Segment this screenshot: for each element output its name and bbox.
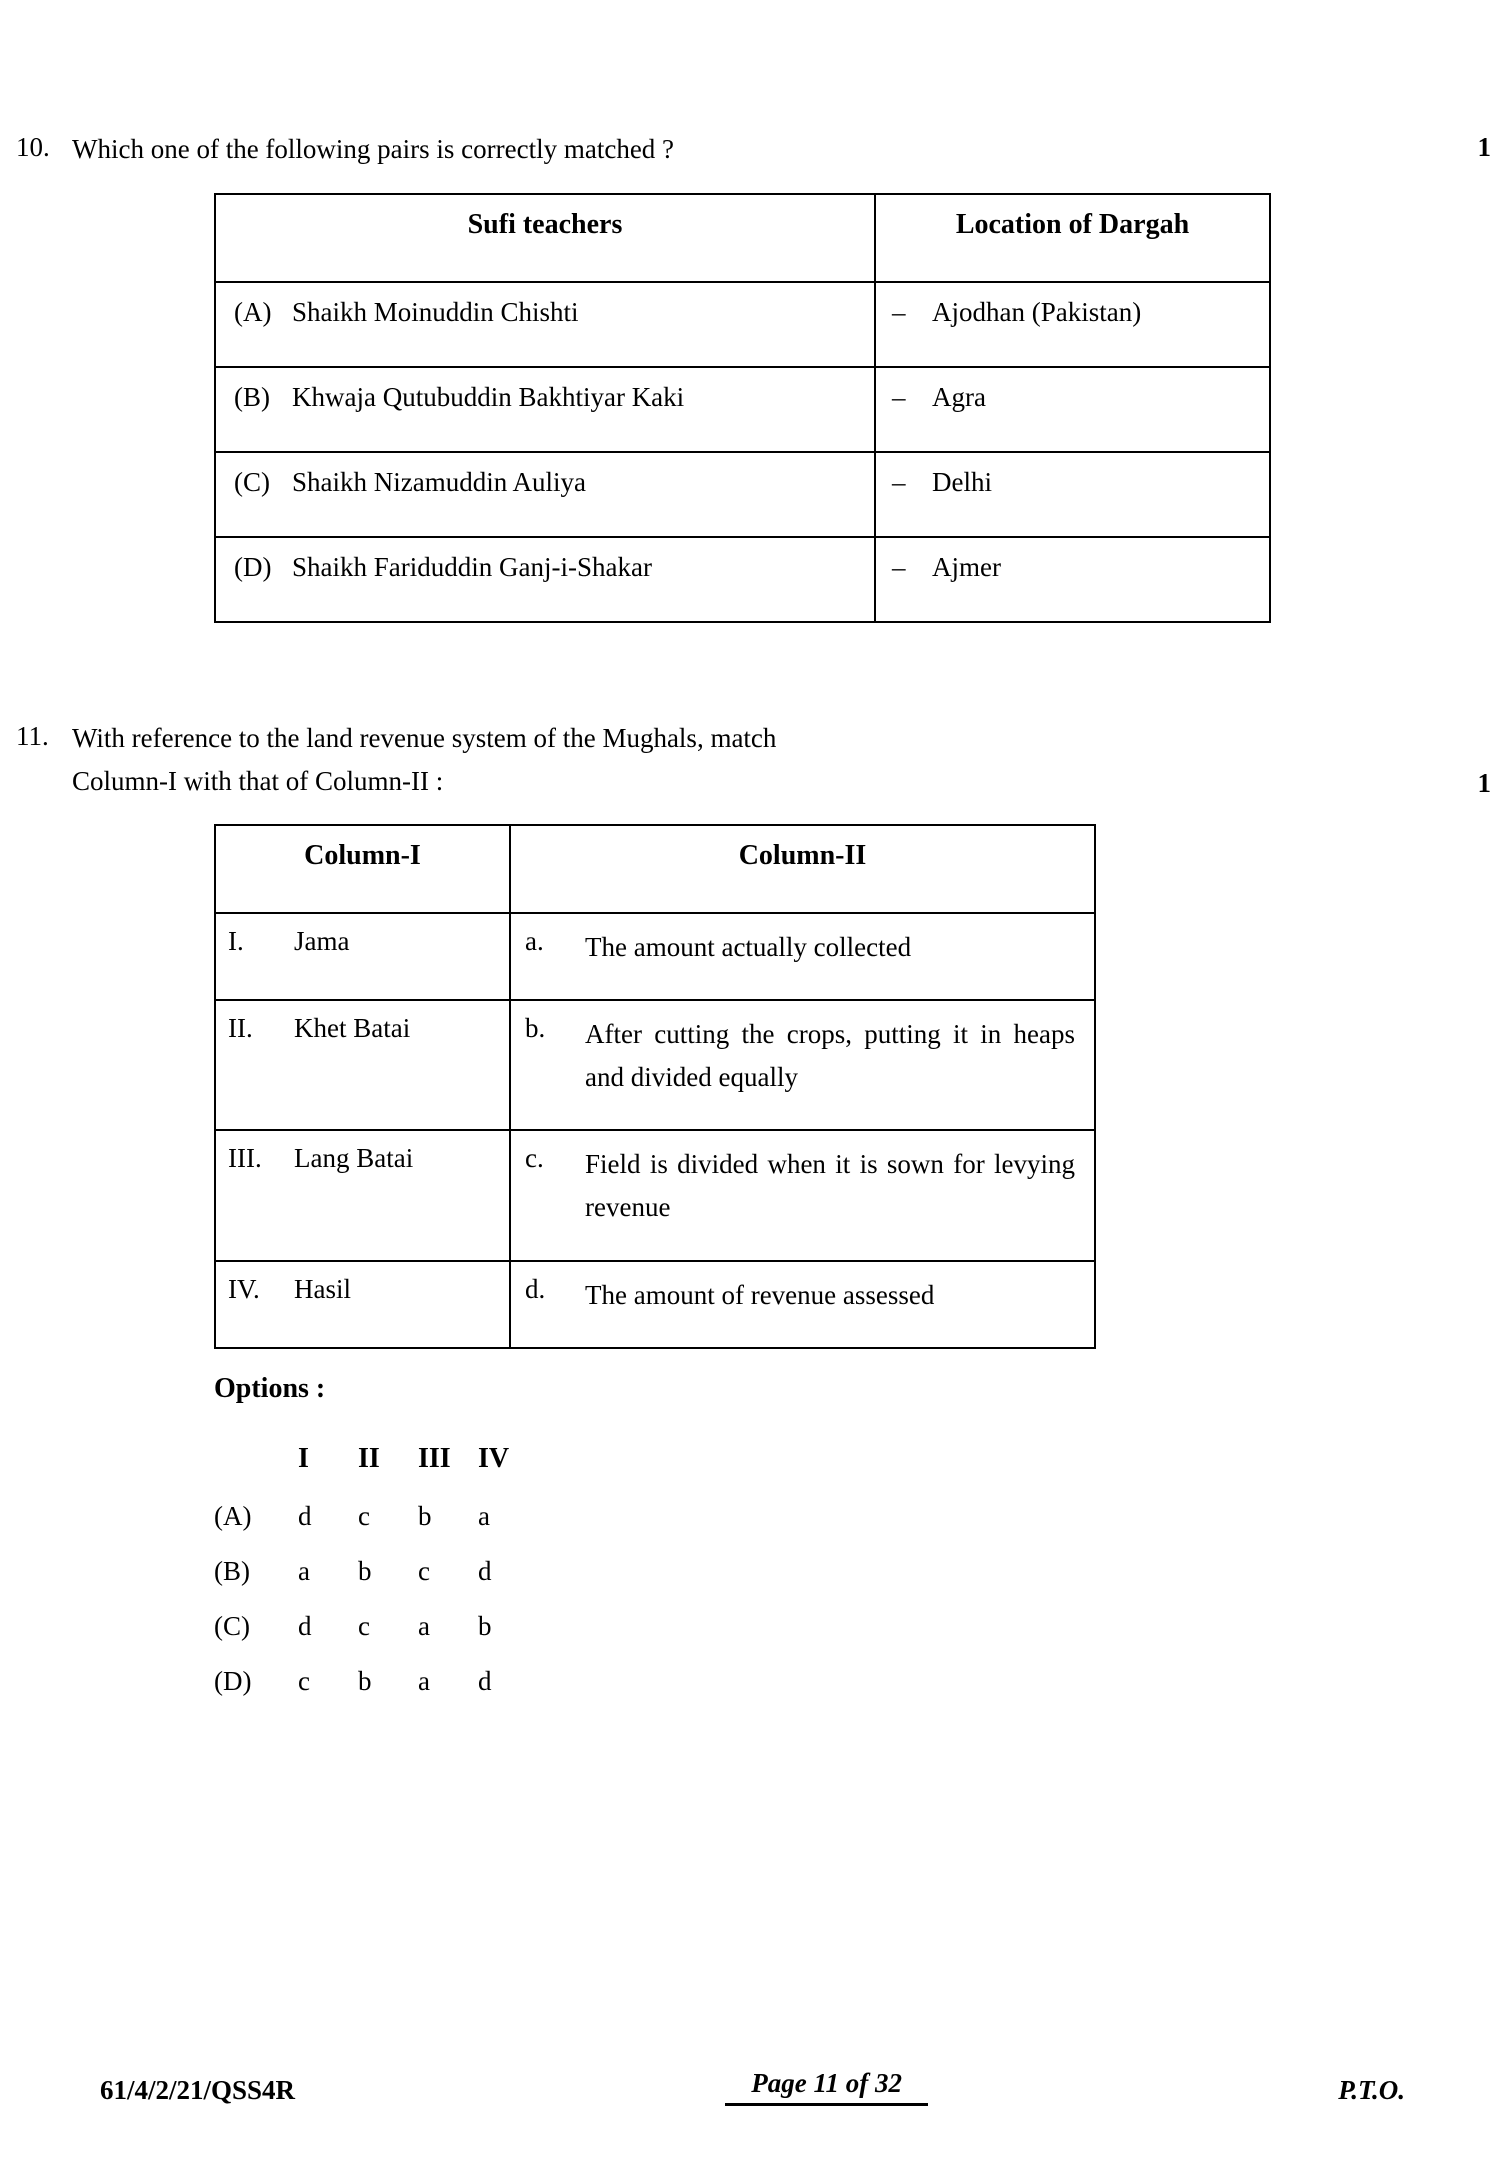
option-d-value-i: c [298, 1665, 310, 1696]
option-c-value-iii: a [418, 1610, 430, 1641]
description-a: The amount actually collected [585, 931, 912, 962]
option-c-value-i: d [298, 1610, 312, 1641]
exam-page [0, 128, 1505, 2162]
column-header-location-of-dargah: Location of Dargah [875, 194, 1270, 282]
cell-desc-c [510, 1130, 1095, 1260]
cell-term-iii [215, 1130, 510, 1260]
term-value-ii: Khet Batai [294, 1012, 411, 1043]
table-row [215, 1130, 1095, 1260]
table-row [215, 367, 1270, 452]
options-header-row [214, 1431, 536, 1489]
dash-separator: – [892, 297, 906, 328]
location-value-b: Agra [932, 382, 986, 413]
option-d-value-iv: d [478, 1665, 492, 1696]
option-row-c[interactable] [214, 1599, 536, 1654]
question-11-number: 11. [16, 721, 49, 752]
cell-location-b [875, 367, 1270, 452]
option-b-value-iii: c [418, 1555, 430, 1586]
option-c-value-ii: c [358, 1610, 370, 1641]
location-value-c: Delhi [932, 467, 992, 498]
cell-term-i [215, 913, 510, 1000]
table-row [215, 537, 1270, 622]
question-10-text: Which one of the following pairs is correctly matched ? [72, 134, 675, 164]
option-tag-a: (A) [214, 1500, 252, 1531]
option-b-value-iv: d [478, 1555, 492, 1586]
letter-label-c: c. [525, 1143, 544, 1174]
question-10 [0, 128, 1505, 171]
dash-separator: – [892, 382, 906, 413]
roman-numeral-ii: II. [228, 1012, 253, 1043]
question-10-number: 10. [16, 132, 50, 162]
table-row [215, 1261, 1095, 1348]
option-tag-d: (D) [214, 1665, 252, 1696]
location-value-a: Ajodhan (Pakistan) [932, 297, 1142, 328]
paper-code: 61/4/2/21/QSS4R [100, 2075, 296, 2105]
teacher-name-c: Shaikh Nizamuddin Auliya [292, 467, 586, 498]
cell-location-c [875, 452, 1270, 537]
roman-numeral-i: I. [228, 925, 244, 956]
column-header-sufi-teachers: Sufi teachers [215, 194, 875, 282]
letter-label-b: b. [525, 1012, 546, 1043]
letter-label-a: a. [525, 925, 544, 956]
cell-teacher-d [215, 537, 875, 622]
dash-separator: – [892, 552, 906, 583]
cell-term-ii [215, 1000, 510, 1130]
options-header-iv: IV [478, 1442, 510, 1474]
option-a-value-iv: a [478, 1500, 490, 1531]
table-row [215, 282, 1270, 367]
options-header-i: I [298, 1442, 309, 1474]
roman-numeral-iv: IV. [228, 1273, 260, 1304]
options-label [214, 1373, 1505, 1405]
teacher-name-a: Shaikh Moinuddin Chishti [292, 297, 579, 328]
options-header-iii: III [418, 1442, 451, 1474]
page-footer [0, 2056, 1505, 2106]
option-b-value-i: a [298, 1555, 310, 1586]
option-a-value-i: d [298, 1500, 312, 1531]
option-row-b[interactable] [214, 1544, 536, 1599]
table-row [215, 1000, 1095, 1130]
question-11 [0, 717, 1505, 803]
table-header-row [215, 825, 1095, 913]
description-d: The amount of revenue assessed [585, 1279, 935, 1310]
question-10-marks: 1 [1477, 132, 1491, 162]
cell-desc-a [510, 913, 1095, 1000]
term-value-i: Jama [294, 925, 350, 956]
cell-teacher-c [215, 452, 875, 537]
option-d-value-ii: b [358, 1665, 372, 1696]
cell-desc-b [510, 1000, 1095, 1130]
options-header-ii: II [358, 1442, 380, 1474]
options-header-spacer [214, 1431, 296, 1489]
table-row [215, 452, 1270, 537]
cell-desc-d [510, 1261, 1095, 1348]
description-c: Field is divided when it is sown for levying revenue [585, 1149, 1075, 1223]
term-value-iv: Hasil [294, 1273, 351, 1304]
cell-location-d [875, 537, 1270, 622]
page-number: Page 11 of 32 [725, 2068, 928, 2106]
option-label-b: (B) [234, 382, 270, 413]
options-label-text: Options : [214, 1372, 326, 1404]
roman-numeral-iii: III. [228, 1143, 262, 1174]
option-label-d: (D) [234, 552, 272, 583]
column-header-column-ii: Column-II [510, 825, 1095, 913]
column-match-table [214, 824, 1096, 1349]
cell-term-iv [215, 1261, 510, 1348]
cell-teacher-b [215, 367, 875, 452]
option-b-value-ii: b [358, 1555, 372, 1586]
teacher-name-d: Shaikh Fariduddin Ganj-i-Shakar [292, 552, 652, 583]
pto-label: P.T.O. [1338, 2075, 1405, 2105]
option-a-value-ii: c [358, 1500, 370, 1531]
option-label-a: (A) [234, 297, 272, 328]
question-11-text-line-2: Column-I with that of Column-II : [72, 766, 444, 797]
table-row [215, 913, 1095, 1000]
option-tag-b: (B) [214, 1555, 250, 1586]
dash-separator: – [892, 467, 906, 498]
option-row-a[interactable] [214, 1489, 536, 1544]
table-header-row [215, 194, 1270, 282]
option-row-d[interactable] [214, 1654, 536, 1709]
cell-location-a [875, 282, 1270, 367]
sufi-teachers-table [214, 193, 1271, 623]
cell-teacher-a [215, 282, 875, 367]
option-d-value-iii: a [418, 1665, 430, 1696]
teacher-name-b: Khwaja Qutubuddin Bakhtiyar Kaki [292, 382, 685, 413]
option-tag-c: (C) [214, 1610, 250, 1641]
term-value-iii: Lang Batai [294, 1143, 414, 1174]
question-11-marks [1441, 764, 1505, 803]
letter-label-d: d. [525, 1273, 546, 1304]
options-answer-grid [214, 1431, 536, 1709]
option-a-value-iii: b [418, 1500, 432, 1531]
description-b: After cutting the crops, putting it in heaps and divided equally [585, 1018, 1075, 1092]
option-label-c: (C) [234, 467, 270, 498]
question-11-text-line-1: With reference to the land revenue system of the Mughals, match [72, 723, 777, 754]
option-c-value-iv: b [478, 1610, 492, 1641]
question-11-marks-value: 1 [1477, 768, 1491, 799]
column-header-column-i: Column-I [215, 825, 510, 913]
location-value-d: Ajmer [932, 552, 1001, 583]
